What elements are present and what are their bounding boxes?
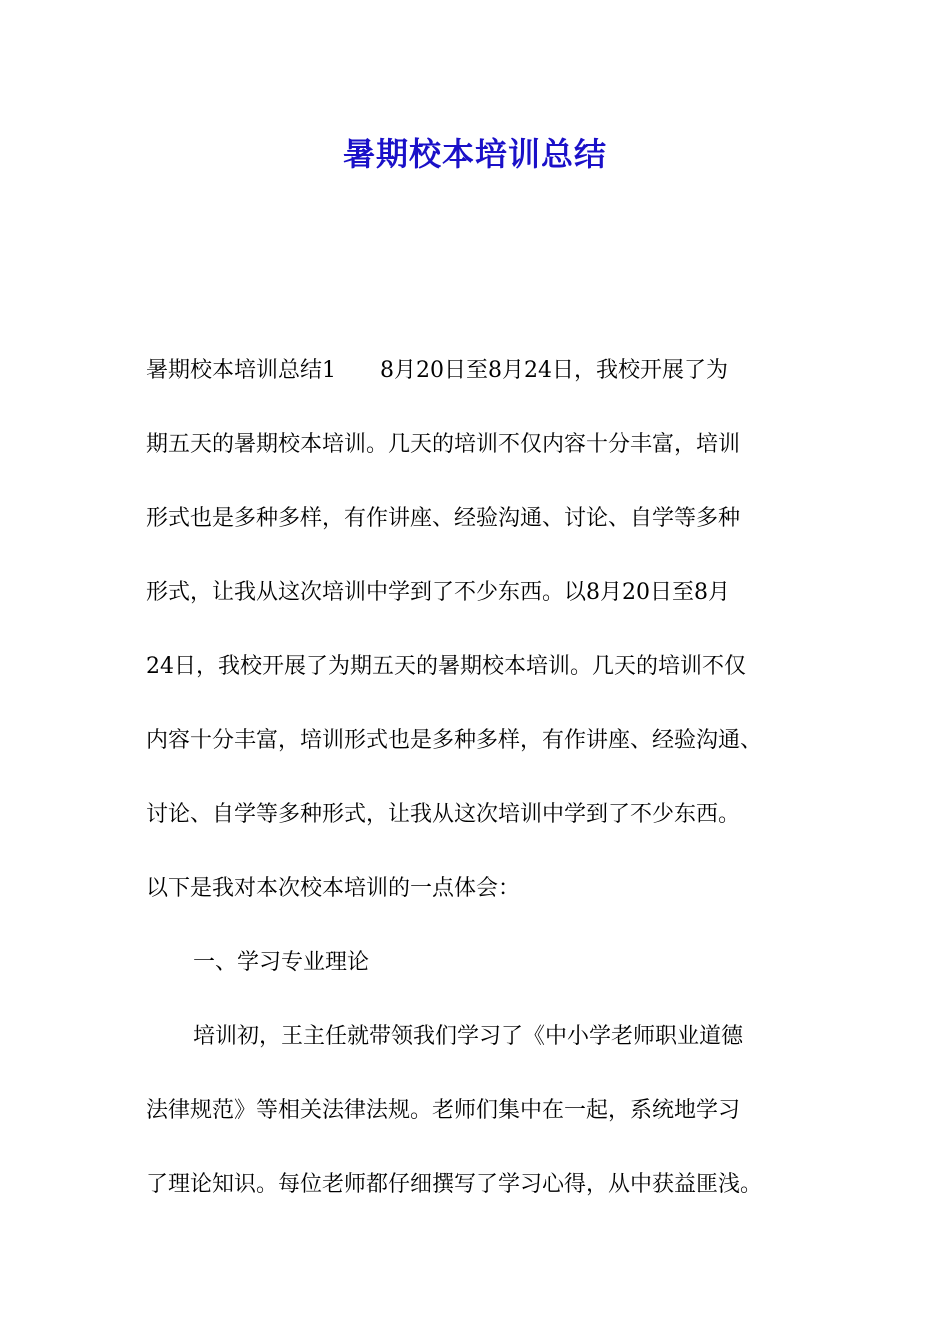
document-body [146, 334, 836, 1222]
body-line: 形式，让我从这次培训中学到了不少东西。以8月20日至8月 [146, 580, 730, 605]
body-line: 法律规范》等相关法律法规。老师们集中在一起，系统地学习 [146, 1098, 741, 1123]
body-line: 暑期校本培训总结1 8月20日至8月24日，我校开展了为 [146, 358, 728, 383]
body-line: 期五天的暑期校本培训。几天的培训不仅内容十分丰富，培训 [146, 432, 741, 457]
body-line: 24日，我校开展了为期五天的暑期校本培训。几天的培训不仅 [146, 654, 746, 679]
body-line: 内容十分丰富，培训形式也是多种多样，有作讲座、经验沟通、 [146, 728, 763, 753]
body-line: 了理论知识。每位老师都仔细撰写了学习心得，从中获益匪浅。 [146, 1172, 763, 1197]
body-line: 形式也是多种多样，有作讲座、经验沟通、讨论、自学等多种 [146, 506, 741, 531]
document-title: 暑期校本培训总结 [342, 135, 607, 173]
body-line: 培训初，王主任就带领我们学习了《中小学老师职业道德 [193, 1024, 744, 1049]
body-line: 以下是我对本次校本培训的一点体会： [146, 876, 521, 901]
section-heading: 一、学习专业理论 [193, 950, 370, 975]
body-line: 讨论、自学等多种形式，让我从这次培训中学到了不少东西。 [146, 802, 741, 827]
